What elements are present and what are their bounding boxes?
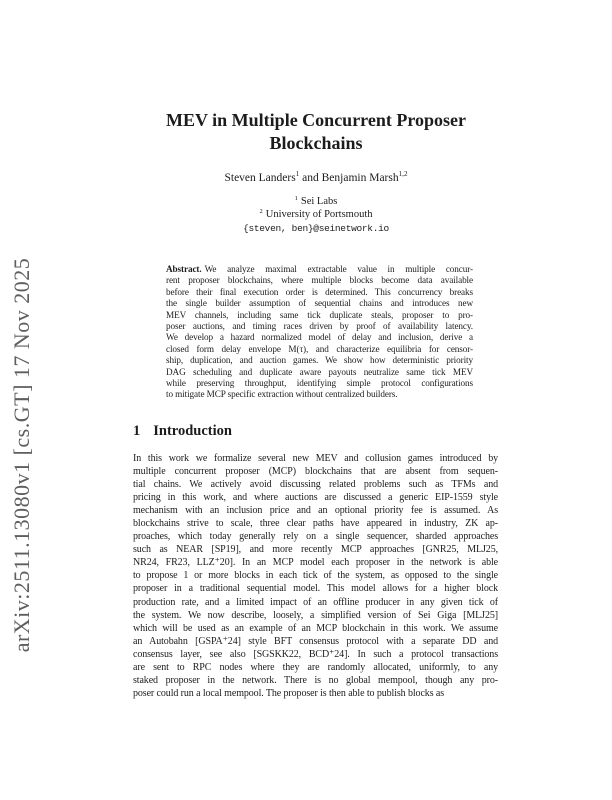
text-line: ship, duplication, and auction games. We show how deterministic priority <box>166 355 473 366</box>
text-line: the system. We now describe, loosely, a simplified version of Sei Giga [MLJ25] <box>133 609 498 621</box>
affiliation-marker: 1 <box>294 194 298 202</box>
author-name: Benjamin Marsh <box>321 172 399 184</box>
text-line: before their final execution order is determined. This concurrency breaks <box>166 286 473 297</box>
section-heading-introduction <box>133 423 232 440</box>
text-line: poser auctions, and timing races driven by proof of availability latency. <box>166 321 473 332</box>
affiliation-text: Sei Labs <box>300 196 338 207</box>
text-line: staked proposer in the network. There is no global mempool, though any pro- <box>133 674 498 686</box>
email-line: {steven, ben}@seinetwork.io <box>243 223 389 234</box>
text-line: closed form delay envelope M(τ), and characterize equilibria for censor- <box>166 343 473 354</box>
text-line: the single builder assumption of sequential chains and introduces new <box>166 298 473 309</box>
affiliations <box>106 195 526 235</box>
paper-title-line2: Blockchains <box>269 133 363 153</box>
text-line: to propose 1 or more blocks in each tick of the system, as opposed to the single <box>133 570 498 582</box>
authors-connector: and <box>299 172 322 184</box>
arxiv-watermark: arXiv:2511.13080v1 [cs.GT] 17 Nov 2025 <box>9 257 34 653</box>
paper-title-line1: MEV in Multiple Concurrent Proposer <box>166 110 466 130</box>
text-line: MEV channels, including same tick duplicate steals, proposer to pro- <box>166 309 473 320</box>
text-line: an Autobahn [GSPA⁺24] style BFT consensus protocol with a separate DD and <box>133 635 498 647</box>
text-line: We develop a hazard normalized model of delay and inclusion, derive a <box>166 332 473 343</box>
text-line: consensus layer, see also [SGSKK22, BCD⁺24]. In such a protocol transactions <box>133 648 498 660</box>
author-name: Steven Landers <box>224 172 296 184</box>
text-line: In this work we formalize several new MEV and collusion games introduced by <box>133 453 498 464</box>
text-line: proposer in a traditional sequential model. This model allows for a higher block <box>133 583 498 595</box>
text-line: NR24, FR23, LLZ⁺20]. In an MCP model each proposer in the network is able <box>133 557 498 569</box>
text-line: pricing in this work, and where auctions are discussed a generic EIP-1559 style <box>133 492 498 504</box>
body-last-line: poser could run a local mempool. The proposer is then able to publish blocks as <box>133 687 445 699</box>
abstract-lines <box>166 275 473 389</box>
authors-line <box>106 172 526 184</box>
text-line: proaches, which today generally rely on a single sequencer, sharded approaches <box>133 531 498 543</box>
text-line: are sent to RPC nodes where they are randomly allocated, uniformly, to any <box>133 661 498 673</box>
section-title: Introduction <box>153 423 232 439</box>
affiliation-line <box>106 195 526 208</box>
abstract <box>166 264 473 401</box>
text-line: blockchains strive to scale, three clear paths have appeared in industry, ZK ap- <box>133 518 498 530</box>
affiliation-marker: 2 <box>259 207 263 215</box>
body-lines <box>133 452 498 687</box>
abstract-label: Abstract. <box>166 264 202 274</box>
text-line: while preserving throughput, identifying simple protocol configurations <box>166 378 473 389</box>
paper-title <box>106 109 526 155</box>
text-line: which will be used as an example of an MCP blockchain in this work. We assume <box>133 622 498 634</box>
abstract-first-line <box>166 264 473 275</box>
abstract-last-line: to mitigate MCP specific extraction without centralized builders. <box>166 389 398 400</box>
section-number: 1 <box>133 423 141 439</box>
author-affil-marker: 1 <box>295 170 300 179</box>
text-line: multiple concurrent proposer (MCP) blockchains that are absent from sequen- <box>133 466 498 478</box>
affiliation-text: University of Portsmouth <box>265 209 373 220</box>
text-line: production rate, and a limited impact of an offline producer in any given tick of <box>133 596 498 608</box>
text-line: such as NEAR [SP19], and more recently MCP approaches [GNR25, MLJ25, <box>133 544 498 556</box>
text-line: DAG scheduling and duplicate aware payouts neutralize same tick MEV <box>166 366 473 377</box>
author-affil-marker: 1,2 <box>398 170 408 179</box>
abstract-first-line-text: We analyze maximal extractable value in multiple concur- <box>204 264 473 274</box>
text-line: tial chains. We actively avoid discussing related problems such as TFMs and <box>133 479 498 491</box>
text-line: rent proposer blockchains, where multiple blocks become data available <box>166 275 473 286</box>
affiliation-line <box>106 208 526 221</box>
text-line: mechanism with an inclusion price and an optional priority fee is assumed. As <box>133 505 498 517</box>
introduction-paragraph <box>133 452 498 700</box>
